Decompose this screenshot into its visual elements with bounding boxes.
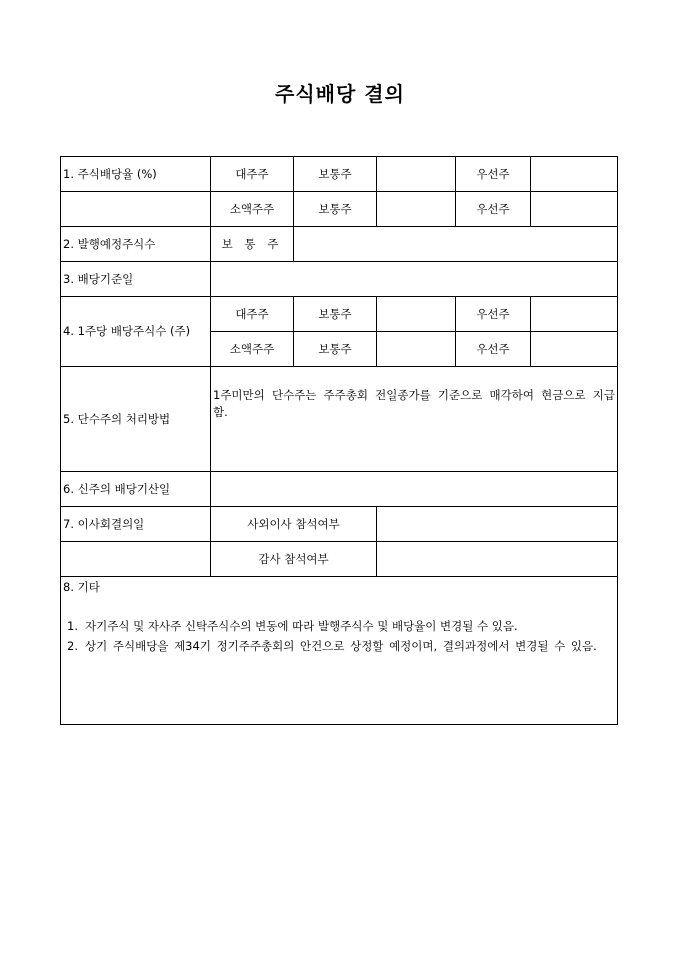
note-text: 상기 주식배당을 제34기 정기주주총회의 안건으로 상정할 예정이며, 결의과정에서 변경될 수 있음. bbox=[85, 639, 597, 653]
type-common: 보통주 bbox=[294, 332, 377, 367]
label-auditor: 감사 참석여부 bbox=[211, 542, 377, 577]
label-outside-directors: 사외이사 참석여부 bbox=[211, 507, 377, 542]
type-common-spaced: 보 통 주 bbox=[211, 227, 294, 262]
label-fractional-shares: 5. 단수주의 처리방법 bbox=[61, 367, 211, 472]
value-preferred-major[interactable] bbox=[531, 297, 618, 332]
value-preferred-major[interactable] bbox=[531, 157, 618, 192]
label-dividend-rate: 1. 주식배당율 (%) bbox=[61, 157, 211, 192]
label-shares-per-share: 4. 1주당 배당주식수 (주) bbox=[61, 297, 211, 367]
row-other bbox=[61, 577, 618, 725]
label-record-date: 3. 배당기준일 bbox=[61, 262, 211, 297]
row-dividend-start-date bbox=[61, 472, 618, 507]
type-common: 보통주 bbox=[294, 157, 377, 192]
value-preferred-minor[interactable] bbox=[531, 192, 618, 227]
row-record-date bbox=[61, 262, 618, 297]
value-auditor[interactable] bbox=[377, 542, 618, 577]
note-number: 1. bbox=[67, 619, 78, 633]
note-item bbox=[67, 616, 609, 636]
row-board-resolution-date bbox=[61, 507, 618, 542]
note-number: 2. bbox=[67, 639, 78, 653]
other-notes-cell bbox=[61, 577, 618, 725]
note-item bbox=[67, 636, 609, 656]
value-dividend-start-date[interactable] bbox=[211, 472, 618, 507]
value-common-major[interactable] bbox=[377, 297, 456, 332]
row-shares-per-share-major bbox=[61, 297, 618, 332]
row-fractional-shares bbox=[61, 367, 618, 472]
value-planned-shares[interactable] bbox=[294, 227, 618, 262]
label-empty bbox=[61, 192, 211, 227]
type-preferred: 우선주 bbox=[456, 157, 531, 192]
holder-major: 대주주 bbox=[211, 157, 294, 192]
value-outside-directors[interactable] bbox=[377, 507, 618, 542]
type-preferred: 우선주 bbox=[456, 192, 531, 227]
row-dividend-rate-minor bbox=[61, 192, 618, 227]
type-preferred: 우선주 bbox=[456, 332, 531, 367]
value-common-minor[interactable] bbox=[377, 332, 456, 367]
value-record-date[interactable] bbox=[211, 262, 618, 297]
value-common-major[interactable] bbox=[377, 157, 456, 192]
holder-major: 대주주 bbox=[211, 297, 294, 332]
notes-list bbox=[61, 616, 617, 656]
label-board-resolution-date: 7. 이사회결의일 bbox=[61, 507, 211, 542]
holder-minor: 소액주주 bbox=[211, 192, 294, 227]
value-preferred-minor[interactable] bbox=[531, 332, 618, 367]
type-common: 보통주 bbox=[294, 297, 377, 332]
document-title: 주식배당 결의 bbox=[275, 82, 405, 106]
row-auditor-attendance bbox=[61, 542, 618, 577]
value-fractional-shares: 1주미만의 단수주는 주주총회 전일종가를 기준으로 매각하여 현금으로 지급함. bbox=[211, 367, 618, 472]
dividend-form-table bbox=[60, 156, 618, 725]
value-common-minor[interactable] bbox=[377, 192, 456, 227]
type-preferred: 우선주 bbox=[456, 297, 531, 332]
note-text: 자기주식 및 자사주 신탁주식수의 변동에 따라 발행주식수 및 배당율이 변경될 수 있음. bbox=[85, 619, 518, 633]
row-dividend-rate-major bbox=[61, 157, 618, 192]
label-dividend-start-date: 6. 신주의 배당기산일 bbox=[61, 472, 211, 507]
label-other: 8. 기타 bbox=[63, 580, 100, 594]
label-planned-shares: 2. 발행예정주식수 bbox=[61, 227, 211, 262]
label-empty bbox=[61, 542, 211, 577]
type-common: 보통주 bbox=[294, 192, 377, 227]
row-planned-shares bbox=[61, 227, 618, 262]
holder-minor: 소액주주 bbox=[211, 332, 294, 367]
